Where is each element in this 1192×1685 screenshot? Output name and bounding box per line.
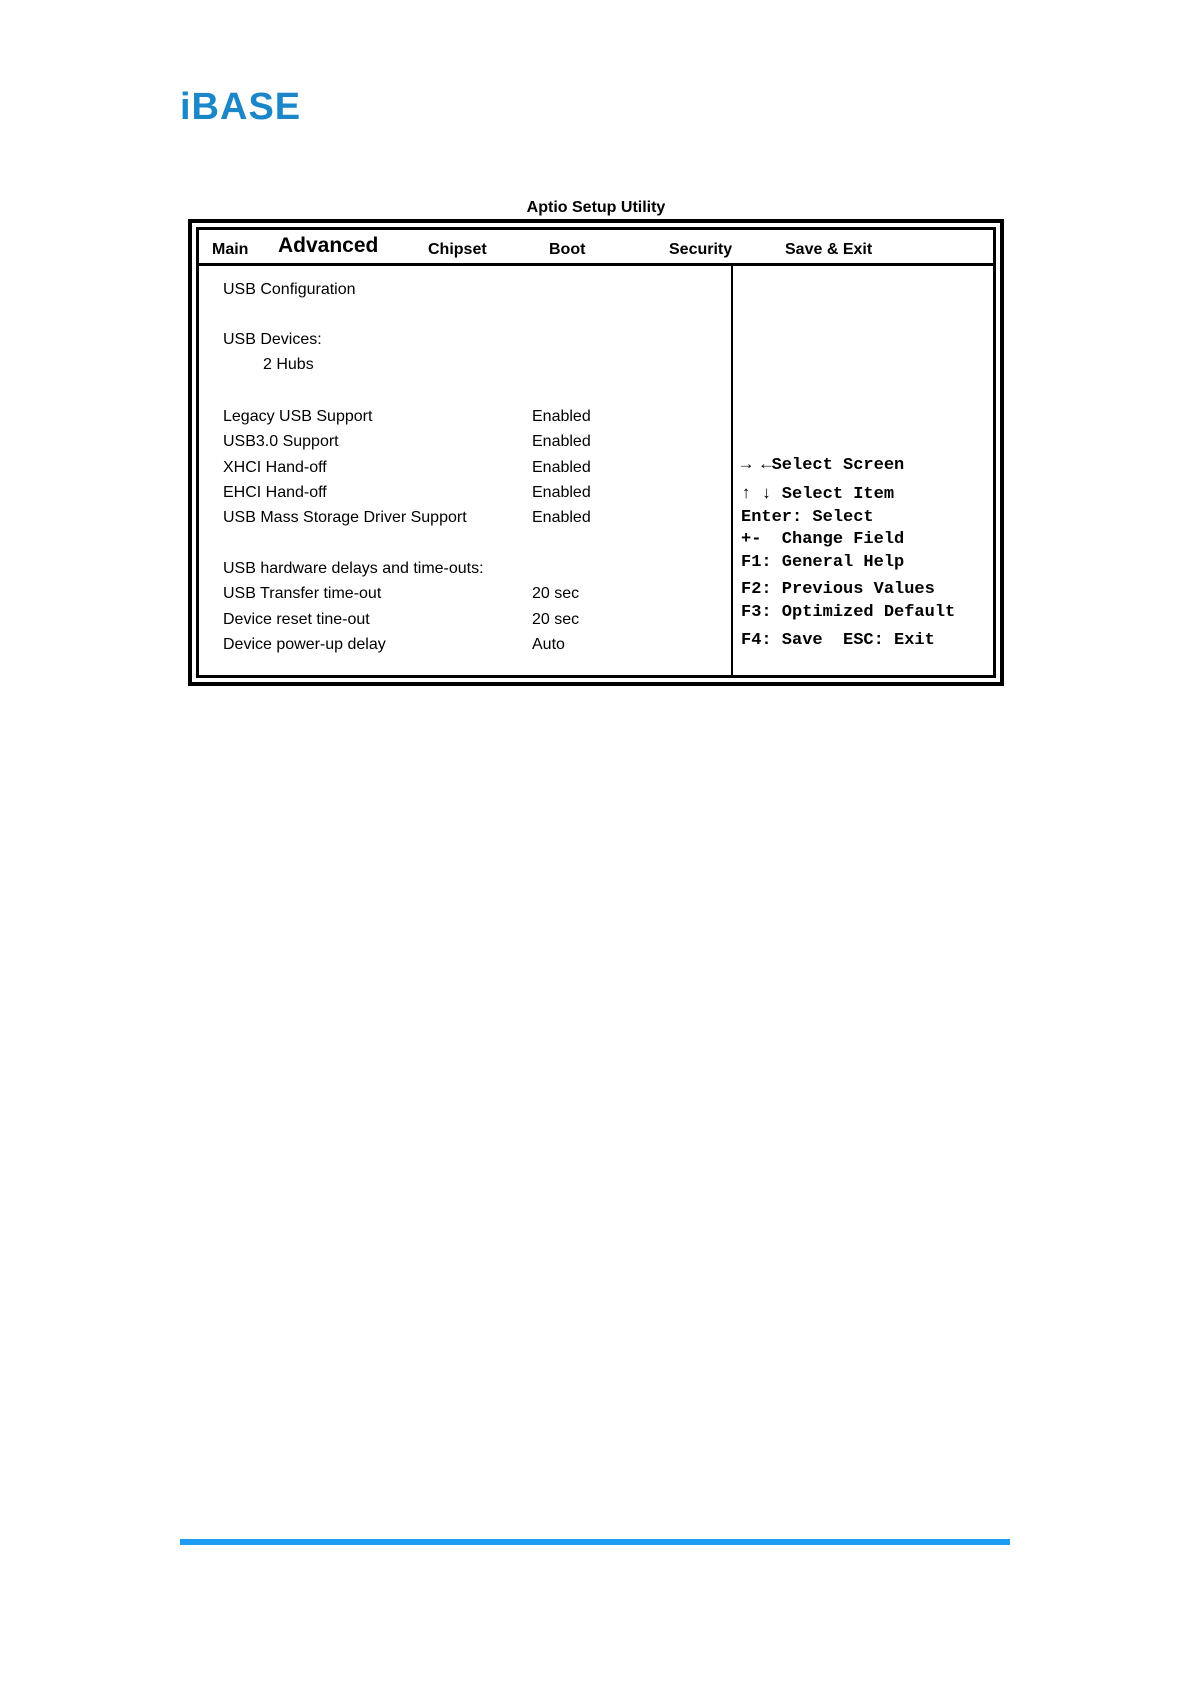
- tab-boot[interactable]: Boot: [549, 241, 586, 258]
- setting-value-xhci-handoff[interactable]: Enabled: [532, 459, 591, 476]
- tab-security[interactable]: Security: [669, 241, 733, 258]
- setting-value-reset-timeout[interactable]: 20 sec: [532, 611, 580, 628]
- section-title: USB Configuration: [223, 281, 356, 298]
- help-general-help: F1: General Help: [741, 553, 905, 572]
- setting-value-mass-storage[interactable]: Enabled: [532, 509, 591, 526]
- tab-save-exit[interactable]: Save & Exit: [785, 241, 873, 258]
- setting-label-transfer-timeout[interactable]: USB Transfer time-out: [223, 585, 382, 602]
- setting-value-legacy-usb[interactable]: Enabled: [532, 408, 591, 425]
- setting-label-ehci-handoff[interactable]: EHCI Hand-off: [223, 484, 327, 501]
- bios-setup-window: [188, 219, 1004, 686]
- help-optimized-default: F3: Optimized Default: [741, 603, 956, 622]
- footer-divider: [180, 1539, 1010, 1545]
- settings-panel: [199, 266, 733, 675]
- usb-devices-value: 2 Hubs: [263, 356, 314, 373]
- setting-label-reset-timeout[interactable]: Device reset tine-out: [223, 611, 370, 628]
- bios-inner-frame: [196, 227, 996, 678]
- delays-heading: USB hardware delays and time-outs:: [223, 560, 484, 577]
- setting-label-mass-storage[interactable]: USB Mass Storage Driver Support: [223, 509, 467, 526]
- setting-label-powerup-delay[interactable]: Device power-up delay: [223, 636, 386, 653]
- help-enter-select: Enter: Select: [741, 508, 874, 527]
- setting-value-usb3-support[interactable]: Enabled: [532, 433, 591, 450]
- utility-title: Aptio Setup Utility: [526, 199, 666, 216]
- setting-value-ehci-handoff[interactable]: Enabled: [532, 484, 591, 501]
- tab-advanced[interactable]: Advanced: [278, 234, 379, 257]
- usb-devices-label: USB Devices:: [223, 331, 322, 348]
- setting-label-legacy-usb[interactable]: Legacy USB Support: [223, 408, 373, 425]
- setting-value-powerup-delay[interactable]: Auto: [532, 636, 565, 653]
- tab-main[interactable]: Main: [212, 241, 249, 258]
- help-previous-values: F2: Previous Values: [741, 580, 935, 599]
- setting-value-transfer-timeout[interactable]: 20 sec: [532, 585, 580, 602]
- help-change-field: +- Change Field: [741, 530, 905, 549]
- menu-bar: [199, 230, 993, 266]
- help-panel: [733, 266, 993, 675]
- setting-label-xhci-handoff[interactable]: XHCI Hand-off: [223, 459, 327, 476]
- help-select-screen: → ←Select Screen: [741, 456, 905, 475]
- help-select-item: ↑ ↓ Select Item: [741, 485, 895, 504]
- tab-chipset[interactable]: Chipset: [428, 241, 487, 258]
- setting-label-usb3-support[interactable]: USB3.0 Support: [223, 433, 339, 450]
- help-save-exit: F4: Save ESC: Exit: [741, 631, 935, 650]
- ibase-logo: iBASE: [180, 86, 302, 128]
